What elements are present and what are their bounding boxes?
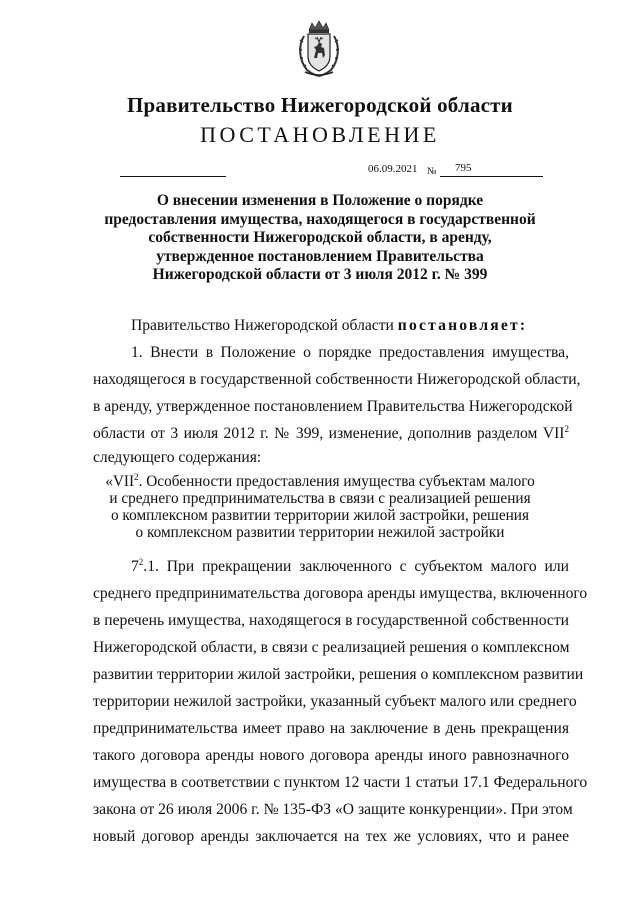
clause-number: 7 [131, 558, 139, 575]
document-date: 06.09.2021 [368, 163, 418, 175]
paragraph-line: закона от 26 июля 2006 г. № 135-ФЗ «О защите конкуренции». При этом [93, 801, 573, 818]
preamble-text: Правительство Нижегородской области [131, 317, 398, 334]
superscript: 2 [138, 557, 144, 567]
paragraph-line: среднего предпринимательства договора аренды имущества, включенного [93, 585, 588, 602]
section-prefix: «VII [105, 473, 135, 490]
document-heading [80, 192, 560, 285]
document-type: ПОСТАНОВЛЕНИЕ [200, 122, 440, 147]
section-title-text: . Особенности предоставления имущества субъектам малого [138, 473, 535, 490]
paragraph-line: в перечень имущества, находящегося в государственной собственности [93, 612, 569, 629]
signature-line-left [120, 176, 226, 177]
heading-line: Нижегородской области от 3 июля 2012 г. № 399 [152, 266, 488, 284]
paragraph-line: следующего содержания: [93, 449, 262, 466]
preamble [131, 317, 527, 335]
superscript: 2 [134, 472, 139, 482]
paragraph-line [93, 425, 569, 443]
heading-line: предоставления имущества, находящегося в государственной [104, 210, 536, 228]
heading-line: собственности Нижегородской области, в аренду, [148, 229, 492, 247]
number-sign: № [427, 166, 437, 177]
paragraph-line [131, 558, 569, 576]
coat-of-arms-emblem [295, 20, 343, 78]
heading-line: О внесении изменения в Положение о порядке [156, 192, 484, 209]
paragraph-line: находящегося в государственной собственности Нижегородской области, [93, 371, 581, 388]
number-underline [440, 176, 543, 177]
paragraph-line: такого договора аренды нового договора аренды иного равнозначного [93, 747, 569, 764]
paragraph-line: новый договор аренды заключается на тех же условиях, что и ранее [93, 828, 569, 845]
document-number: 795 [455, 162, 472, 174]
government-name: Правительство Нижегородской области [127, 93, 513, 117]
section-title-line: о комплексном развитии территории жилой застройки, решения [110, 507, 530, 524]
paragraph-line-text: области от 3 июля 2012 г. № 399, изменение, дополнив разделом VII [93, 425, 565, 442]
heading-line: утвержденное постановлением Правительства [156, 247, 484, 265]
paragraph-line-text: .1. При прекращении заключенного с субъектом малого или [143, 558, 569, 575]
paragraph-line: территории нежилой застройки, указанный субъект малого или среднего [93, 693, 577, 710]
paragraph-line: в аренду, утвержденное постановлением Правительства Нижегородской [93, 398, 573, 415]
paragraph-line: предпринимательства имеет право на заключение в день прекращения [93, 720, 569, 737]
paragraph-line: 1. Внести в Положение о порядке предоставления имущества, [131, 344, 569, 361]
paragraph-line: имущества в соответствии с пунктом 12 части 1 статьи 17.1 Федерального [93, 774, 588, 791]
section-title-line: о комплексном развитии территории нежилой застройки [135, 524, 505, 541]
section-title-line [0, 473, 640, 491]
paragraph-line: развитии территории жилой застройки, решения о комплексном развитии [93, 666, 584, 683]
paragraph-line: Нижегородской области, в связи с реализацией решения о комплексном [93, 639, 570, 656]
superscript: 2 [564, 424, 569, 434]
section-title-line: и среднего предпринимательства в связи с реализацией решения [109, 490, 531, 507]
decree-word: постановляет: [397, 317, 528, 334]
